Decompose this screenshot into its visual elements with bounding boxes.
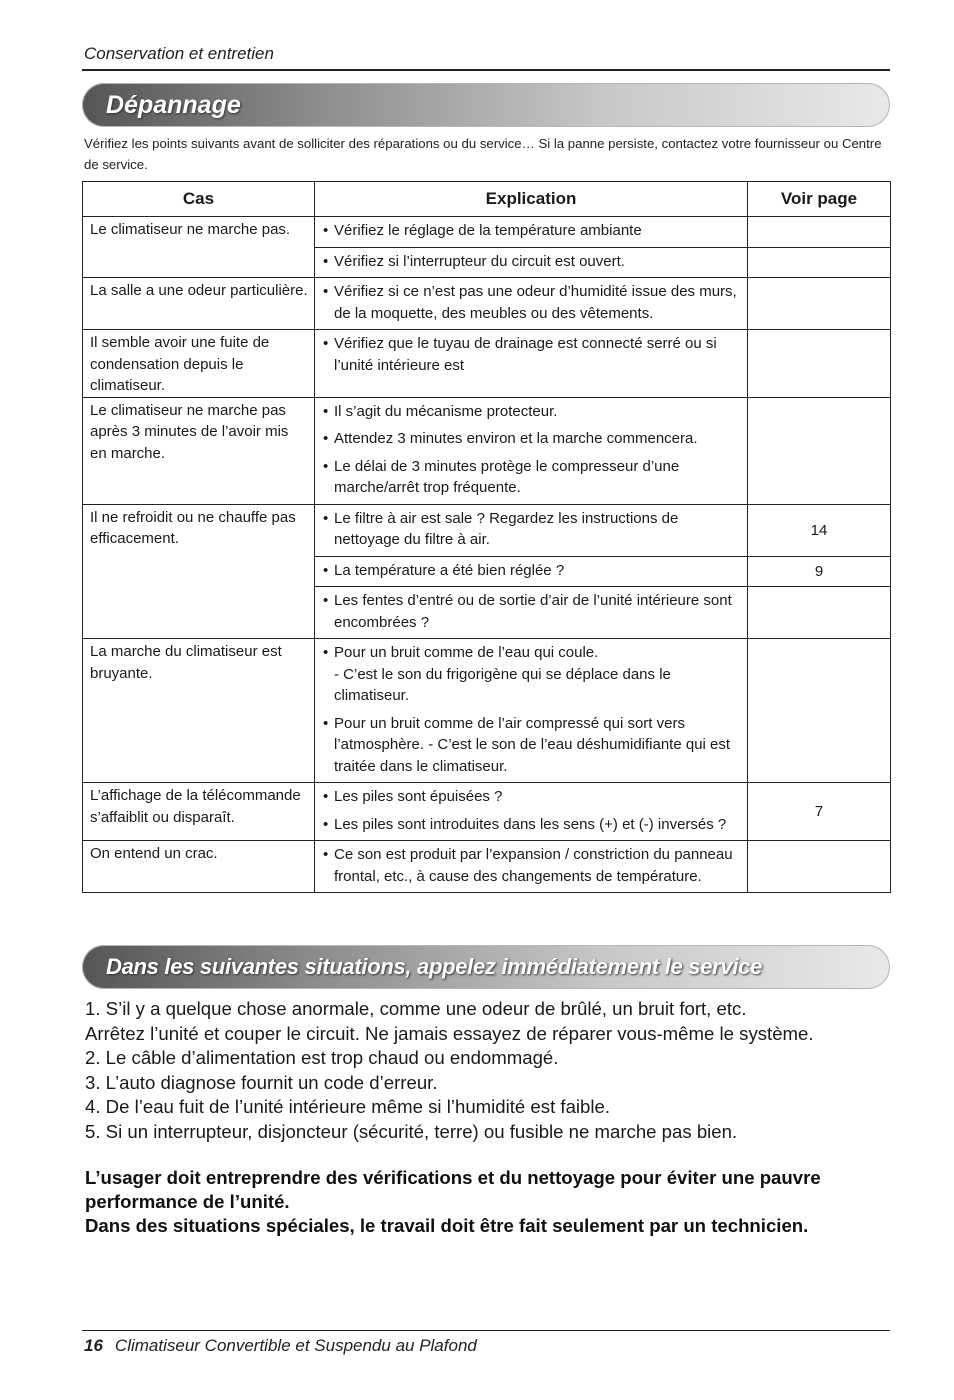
- explanation-cell: [315, 841, 748, 893]
- table-row: [83, 278, 891, 330]
- explanation-item: • Il s’agit du mécanisme protecteur.: [323, 401, 739, 423]
- page-cell: [748, 841, 891, 893]
- table-row: [83, 783, 891, 841]
- case-cell: On entend un crac.: [83, 841, 315, 893]
- case-cell: La salle a une odeur particulière.: [83, 278, 315, 330]
- explanation-cell: [315, 556, 748, 587]
- explanation-cell: [315, 504, 748, 556]
- explanation-cell: [315, 397, 748, 504]
- explanation-item: • La température a été bien réglée ?: [323, 560, 739, 582]
- list-item: 4. De l’eau fuit de l’unité intérieure même si l’humidité est faible.: [85, 1096, 611, 1117]
- page-cell: [748, 587, 891, 639]
- list-item: Arrêtez l’unité et couper le circuit. Ne jamais essayez de réparer vous-même le système.: [85, 1022, 814, 1044]
- case-cell: Le climatiseur ne marche pas après 3 minutes de l’avoir mis en marche.: [83, 397, 315, 504]
- page-cell: [748, 330, 891, 398]
- explanation-item: • Vérifiez le réglage de la température ambiante: [323, 220, 739, 242]
- explanation-item: • Vérifiez si ce n’est pas une odeur d’humidité issue des murs, de la moquette, des meubles ou des vêtements.: [323, 281, 739, 324]
- table-row: [83, 841, 891, 893]
- table-row: [83, 504, 891, 556]
- table-row: [83, 217, 891, 248]
- case-cell: Le climatiseur ne marche pas.: [83, 217, 315, 278]
- case-cell: Il ne refroidit ou ne chauffe pas efficacement.: [83, 504, 315, 639]
- manual-title: Climatiseur Convertible et Suspendu au Plafond: [114, 1336, 477, 1355]
- header-explanation: Explication: [315, 182, 748, 217]
- explanation-item: • Vérifiez si l’interrupteur du circuit est ouvert.: [323, 251, 739, 273]
- explanation-item: • Pour un bruit comme de l’eau qui coule.: [323, 642, 739, 664]
- page-cell: [748, 397, 891, 504]
- service-title: Dans les suivantes situations, appelez immédiatement le service: [106, 954, 763, 979]
- explanation-item: • Le délai de 3 minutes protège le compresseur d’une marche/arrêt trop fréquente.: [323, 456, 739, 499]
- table-header-row: [83, 182, 891, 217]
- list-item: 5. Si un interrupteur, disjoncteur (sécurité, terre) ou fusible ne marche pas bien.: [85, 1120, 738, 1142]
- list-item: 1. S’il y a quelque chose anormale, comme une odeur de brûlé, un bruit fort, etc.: [85, 998, 747, 1019]
- explanation-cell: [315, 587, 748, 639]
- header-case: Cas: [83, 182, 315, 217]
- explanation-cell: [315, 247, 748, 278]
- explanation-item: • Attendez 3 minutes environ et la marche commencera.: [323, 428, 739, 450]
- troubleshooting-title: Dépannage: [106, 91, 241, 119]
- table-row: [83, 397, 891, 504]
- service-situations-list: [85, 997, 885, 1144]
- case-cell: L’affichage de la télécommande s’affaiblit ou disparaît.: [83, 783, 315, 841]
- page-cell: 7: [748, 783, 891, 841]
- explanation-item: • Les piles sont épuisées ?: [323, 786, 739, 808]
- page-cell: [748, 217, 891, 248]
- explanation-cell: [315, 217, 748, 248]
- service-banner: [82, 945, 890, 989]
- explanation-item: • Vérifiez que le tuyau de drainage est connecté serré ou si l’unité intérieure est: [323, 333, 739, 376]
- troubleshooting-banner: [82, 83, 890, 127]
- explanation-cell: [315, 330, 748, 398]
- page-cell: [748, 639, 891, 783]
- page-cell: [748, 278, 891, 330]
- explanation-item: • Ce son est produit par l’expansion / constriction du panneau frontal, etc., à cause des changements de température.: [323, 844, 739, 887]
- notice-line: L’usager doit entreprendre des vérifications et du nettoyage pour éviter une pauvre performance de l’unité.: [85, 1167, 821, 1212]
- intro-text: Vérifiez les points suivants avant de solliciter des réparations ou du service… Si la panne persiste, contactez votre fournisseur ou Centre de service.: [84, 136, 882, 172]
- notice-line: Dans des situations spéciales, le travail doit être fait seulement par un technicien.: [85, 1215, 809, 1236]
- table-row: [83, 330, 891, 398]
- explanation-cell: [315, 639, 748, 783]
- explanation-item: • Les fentes d’entré ou de sortie d’air de l’unité intérieure sont encombrées ?: [323, 590, 739, 633]
- case-cell: Il semble avoir une fuite de condensation depuis le climatiseur.: [83, 330, 315, 398]
- explanation-subitem: - C’est le son du frigorigène qui se déplace dans le climatiseur.: [334, 665, 671, 704]
- case-cell: La marche du climatiseur est bruyante.: [83, 639, 315, 783]
- page-cell: [748, 247, 891, 278]
- section-label: Conservation et entretien: [84, 44, 274, 63]
- list-item: 2. Le câble d’alimentation est trop chaud ou endommagé.: [85, 1047, 559, 1068]
- footer-rule: [82, 1330, 890, 1331]
- table-row: [83, 639, 891, 783]
- explanation-item: • Le filtre à air est sale ? Regardez les instructions de nettoyage du filtre à air.: [323, 508, 739, 551]
- troubleshooting-table: [82, 181, 891, 893]
- explanation-cell: [315, 278, 748, 330]
- page-cell: 14: [748, 504, 891, 556]
- header-page: Voir page: [748, 182, 891, 217]
- footer: [84, 1336, 477, 1356]
- list-item: 3. L’auto diagnose fournit un code d’erreur.: [85, 1071, 438, 1093]
- header-rule: [82, 69, 890, 71]
- page-number: 16: [84, 1336, 103, 1355]
- maintenance-notice: [85, 1166, 895, 1238]
- explanation-cell: [315, 783, 748, 841]
- page-cell: 9: [748, 556, 891, 587]
- explanation-item: • Les piles sont introduites dans les sens (+) et (-) inversés ?: [323, 814, 739, 836]
- explanation-item: • Pour un bruit comme de l’air compressé qui sort vers l’atmosphère. - C’est le son de l’eau déshumidifiante qui est traitée dans le climatiseur.: [323, 713, 739, 778]
